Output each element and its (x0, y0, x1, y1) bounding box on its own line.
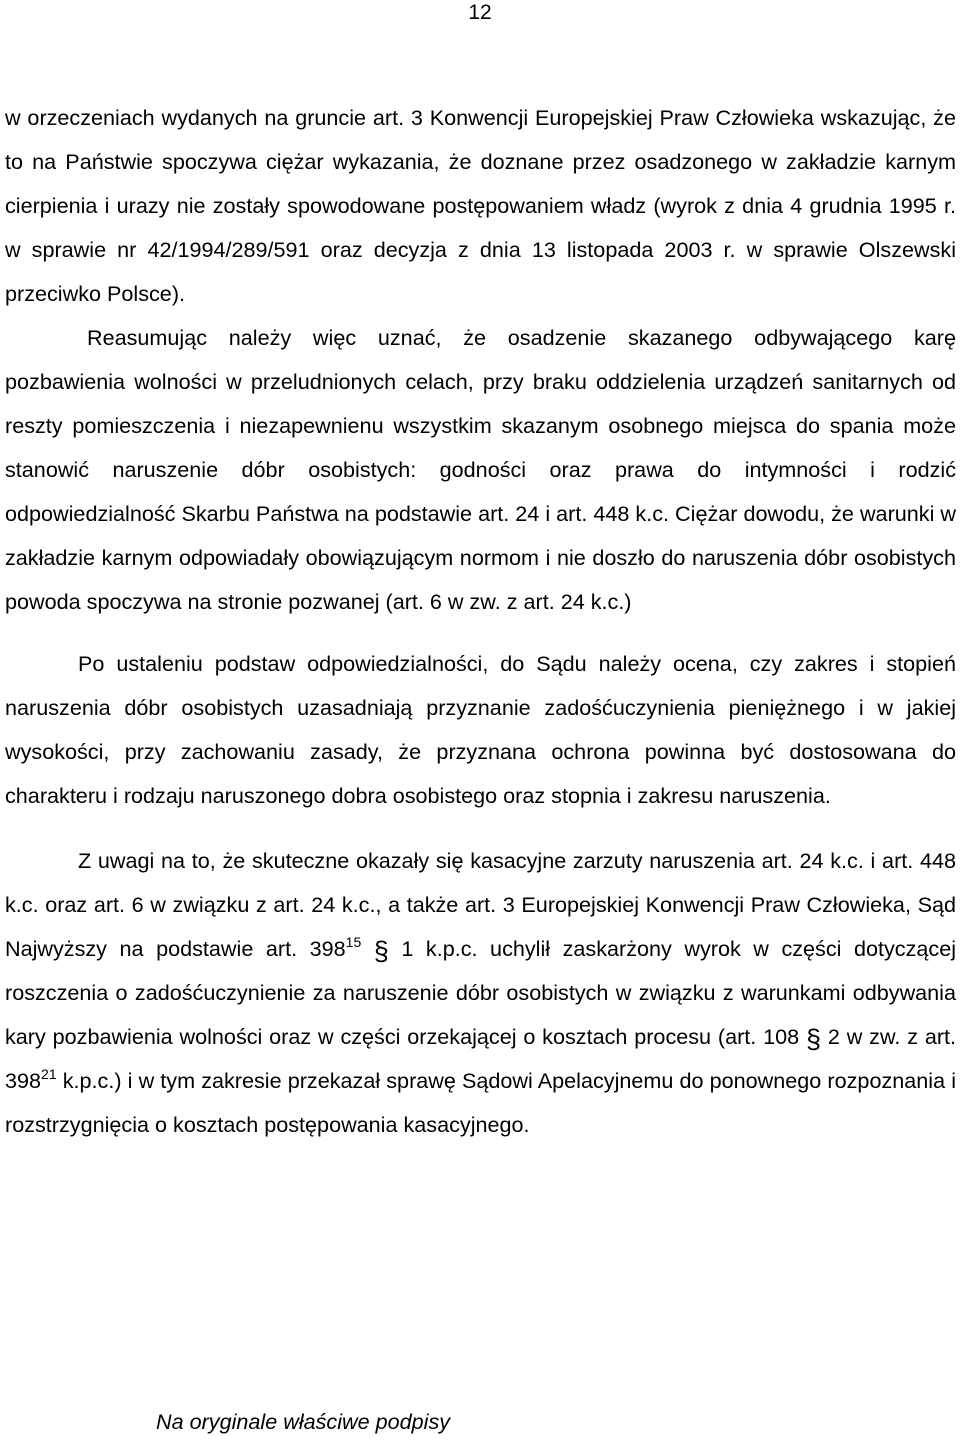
paragraph-4-part-2: 1 k.p.c. uchylił zaskarżony wyrok w części dotyczącej roszczenia o zadośćuczynienie za naruszenie dóbr osobistych w związku z warunkami odbywania kary pozbawienia wolności oraz w części orzekającej o kosztach procesu (art. 108 (5, 936, 957, 1049)
paragraph-4-part-3: 2 w zw. z art. 398 (5, 1024, 957, 1093)
section-sign-2: § (806, 1024, 822, 1054)
document-body (5, 96, 956, 1147)
section-sign-1: § (373, 936, 389, 966)
paragraph-4-part-1: Z uwagi na to, że skuteczne okazały się kasacyjne zarzuty naruszenia art. 24 k.c. i art. 448 k.c. oraz art. 6 w związku z art. 24 k.c., a także art. 3 Europejskiej Konwencji Praw Człowieka, Sąd Najwyższy na podstawie art. 398 (5, 848, 956, 961)
paragraph-2: Reasumując należy więc uznać, że osadzenie skazanego odbywającego karę pozbawienia wolności w przeludnionych celach, przy braku oddzielenia urządzeń sanitarnych od reszty pomieszczenia i niezapewnienu wszystkim skazanym osobnego miejsca do spania może stanowić naruszenie dóbr osobistych: godności oraz prawa do intymności i rodzić odpowiedzialność Skarbu Państwa na podstawie art. 24 i art. 448 k.c. Ciężar dowodu, że warunki w zakładzie karnym odpowiadały obowiązującym normom i nie doszło do naruszenia dóbr osobistych powoda spoczywa na stronie pozwanej (art. 6 w zw. z art. 24 k.c.) (5, 325, 956, 614)
paragraph-4 (5, 839, 956, 1147)
paragraph-4-part-4: k.p.c.) i w tym zakresie przekazał sprawę Sądowi Apelacyjnemu do ponownego rozpoznania i rozstrzygnięcia o kosztach postępowania kasacyjnego. (5, 1068, 957, 1137)
page-number: 12 (468, 1, 492, 24)
signature-note: Na oryginale właściwe podpisy (156, 1409, 451, 1434)
paragraph-3: Po ustaleniu podstaw odpowiedzialności, do Sądu należy ocena, czy zakres i stopień naruszenia dóbr osobistych uzasadniają przyznanie zadośćuczynienia pieniężnego i w jakiej wysokości, przy zachowaniu zasady, że przyznana ochrona powinna być dostosowana do charakteru i rodzaju naruszonego dobra osobistego oraz stopnia i zakresu naruszenia. (5, 651, 956, 808)
superscript-21: 21 (41, 1066, 57, 1082)
superscript-15: 15 (345, 934, 362, 950)
paragraph-1: w orzeczeniach wydanych na gruncie art. 3 Konwencji Europejskiej Praw Człowieka wskazując, że to na Państwie spoczywa ciężar wykazania, że doznane przez osadzonego w zakładzie karnym cierpienia i urazy nie zostały spowodowane postępowaniem władz (wyrok z dnia 4 grudnia 1995 r. w sprawie nr 42/1994/289/591 oraz decyzja z dnia 13 listopada 2003 r. w sprawie Olszewski przeciwko Polsce). (5, 105, 956, 306)
